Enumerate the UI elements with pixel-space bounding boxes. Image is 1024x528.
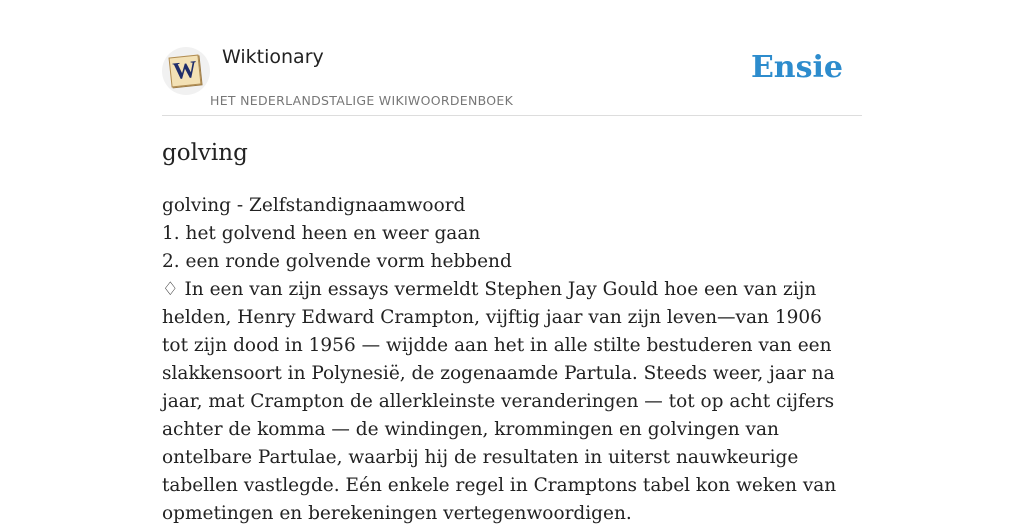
page-title: golving — [162, 140, 248, 166]
ensie-brand-logo[interactable]: Ensie — [750, 50, 843, 85]
entry-content — [162, 192, 852, 528]
site-name[interactable]: Wiktionary — [222, 46, 324, 68]
part-of-speech-line: golving - Zelfstandignaamwoord — [162, 195, 466, 216]
definition-item: 1. het golvend heen en weer gaan — [162, 223, 481, 244]
wiktionary-logo[interactable] — [162, 47, 210, 95]
definition-item: 2. een ronde golvende vorm hebbend — [162, 251, 512, 272]
header-divider — [162, 115, 862, 116]
site-tagline: HET NEDERLANDSTALIGE WIKIWOORDENBOEK — [210, 93, 514, 108]
example-quote: ♢ In een van zijn essays vermeldt Stephen Jay Gould hoe een van zijn helden, Henry Edward Crampton, vijftig jaar van zijn leven—van 1906 tot zijn dood in 1956 — wijdde aan het in alle stilte bestuderen van een slakkensoort in Polynesië, de zogenaamde Partula. Steeds weer, jaar na jaar, mat Crampton de allerkleinste veranderingen — tot op acht cijfers achter de komma — de windingen, krommingen en golvingen van ontelbare Partulae, waarbij hij de resultaten in uiterst nauwkeurige tabellen vastlegde. Eén enkele regel in Cramptons tabel kon weken van opmetingen en berekeningen vertegenwoordigen. — [162, 279, 837, 524]
wiktionary-logo-icon: W — [169, 55, 202, 88]
